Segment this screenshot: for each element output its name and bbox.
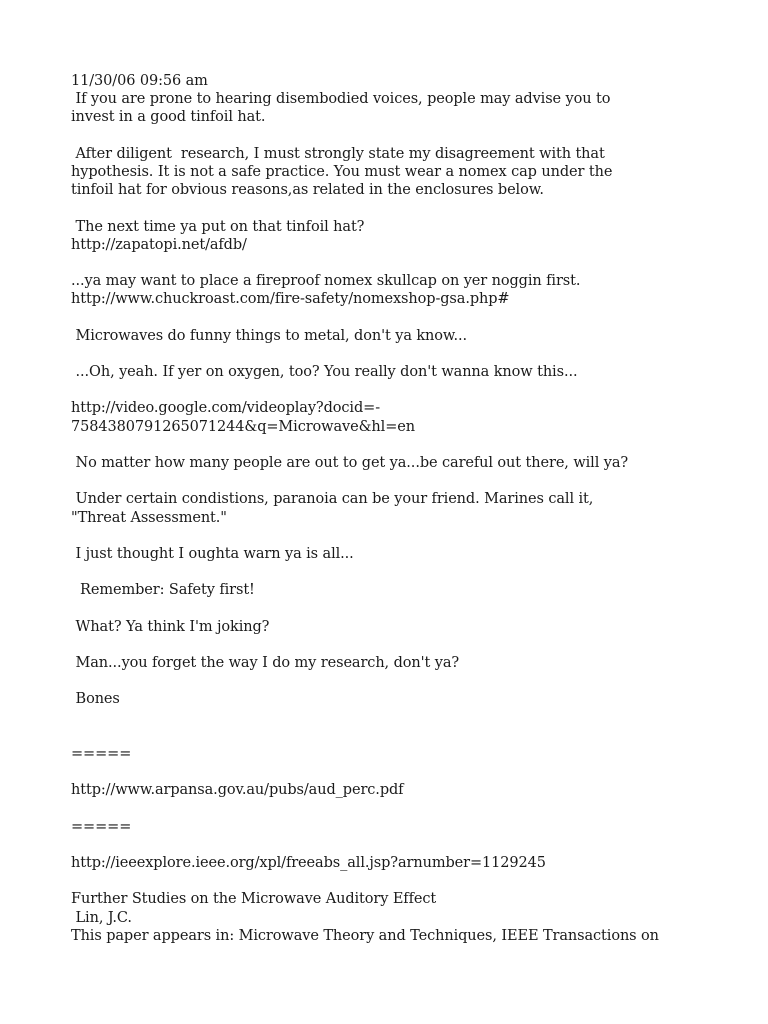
url-link[interactable]: http://video.google.com/videoplay?docid=- [71, 400, 380, 417]
paragraph-line: What? Ya think I'm joking? [71, 618, 270, 635]
citation-source: This paper appears in: Microwave Theory and Techniques, IEEE Transactions on [71, 927, 659, 944]
signature: Bones [71, 691, 120, 708]
timestamp: 11/30/06 09:56 am [71, 73, 208, 89]
separator: ===== [71, 745, 132, 762]
paragraph-line: Remember: Safety first! [71, 582, 255, 599]
citation-title: Further Studies on the Microwave Auditory Effect [71, 891, 437, 908]
paragraph-line: ...Oh, yeah. If yer on oxygen, too? You really don't wanna know this... [71, 364, 578, 380]
paragraph-line: hypothesis. It is not a safe practice. You must wear a nomex cap under the [71, 163, 613, 180]
citation-author: Lin, J.C. [71, 909, 132, 926]
paragraph-line: Man...you forget the way I do my research, don't ya? [71, 655, 460, 671]
paragraph-line: Microwaves do funny things to metal, don't ya know... [71, 327, 468, 344]
paragraph-line: After diligent research, I must strongly state my disagreement with that [71, 145, 605, 162]
paragraph-line: The next time ya put on that tinfoil hat? [71, 218, 365, 235]
url-link[interactable]: http://www.chuckroast.com/fire-safety/nomexshop-gsa.php# [71, 291, 510, 308]
paragraph-line: Under certain condistions, paranoia can be your friend. Marines call it, [71, 491, 594, 508]
paragraph-line: invest in a good tinfoil hat. [71, 109, 266, 126]
url-link[interactable]: http://ieeexplore.ieee.org/xpl/freeabs_all.jsp?arnumber=1129245 [71, 855, 546, 872]
url-link[interactable]: 7584380791265071244&q=Microwave&hl=en [71, 418, 415, 435]
paragraph-line: tinfoil hat for obvious reasons,as related in the enclosures below. [71, 182, 544, 199]
document-page [71, 72, 761, 945]
paragraph-line: If you are prone to hearing disembodied voices, people may advise you to [71, 91, 611, 108]
paragraph-line: ...ya may want to place a fireproof nomex skullcap on yer noggin first. [71, 273, 581, 290]
url-link[interactable]: http://zapatopi.net/afdb/ [71, 236, 247, 253]
separator: ===== [71, 818, 132, 835]
paragraph-line: "Threat Assessment." [71, 509, 227, 526]
url-link[interactable]: http://www.arpansa.gov.au/pubs/aud_perc.pdf [71, 782, 404, 799]
paragraph-line: No matter how many people are out to get ya...be careful out there, will ya? [71, 454, 629, 471]
paragraph-line: I just thought I oughta warn ya is all... [71, 545, 354, 562]
